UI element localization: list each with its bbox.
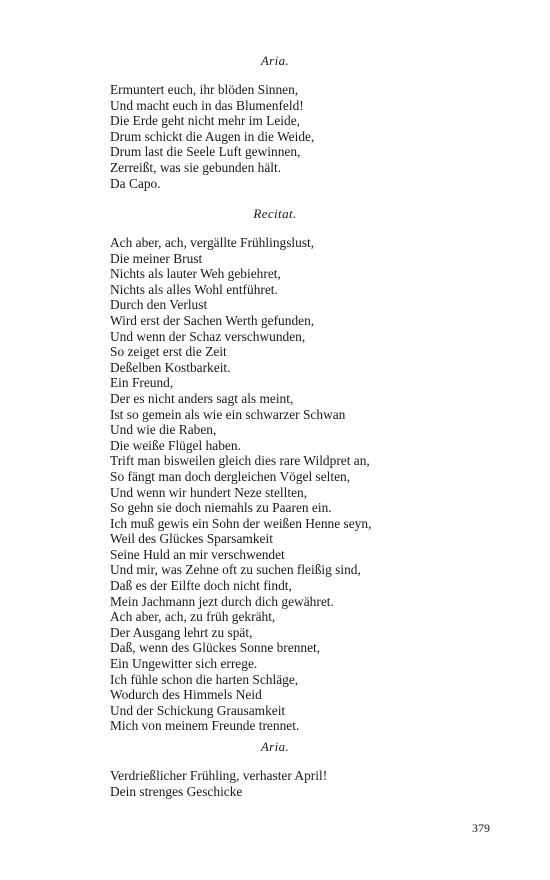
verse-line: Und macht euch in das Blumenfeld! bbox=[110, 97, 304, 113]
verse-line: Und wie die Raben, bbox=[110, 422, 217, 438]
verse-line: Und wenn der Schaz verschwunden, bbox=[110, 328, 306, 344]
verse-line: Ach aber, ach, vergällte Frühlingslust, bbox=[110, 235, 315, 250]
section-heading-aria: Aria. bbox=[260, 739, 290, 754]
page-number: 379 bbox=[472, 821, 490, 835]
verse-line: Ein Ungewitter sich errege. bbox=[110, 656, 258, 672]
verse-line: Mein Jachmann jezt durch dich gewähret. bbox=[110, 593, 334, 609]
verse-line: Trift man bisweilen gleich dies rare Wildpret an, bbox=[110, 453, 370, 469]
verse-line: Da Capo. bbox=[110, 175, 161, 191]
verse-line: Daß es der Eilfte doch nicht findt, bbox=[110, 578, 292, 594]
verse-line: Wird erst der Sachen Werth gefunden, bbox=[110, 312, 315, 328]
verse-line: So gehn sie doch niemahls zu Paaren ein. bbox=[110, 500, 332, 516]
verse-line: Drum schickt die Augen in die Weide, bbox=[110, 128, 315, 144]
section-heading-recitat: Recitat. bbox=[253, 206, 297, 221]
verse-line: Deßelben Kostbarkeit. bbox=[110, 359, 231, 375]
verse-line: Ich fühle schon die harten Schläge, bbox=[110, 671, 299, 687]
verse-line: Dein strenges Geschicke bbox=[110, 783, 243, 799]
verse-line: Zerreißt, was sie gebunden hält. bbox=[110, 159, 282, 175]
verse-line: So fängt man doch dergleichen Vögel selten, bbox=[110, 468, 351, 484]
verse-line: Seine Huld an mir verschwendet bbox=[110, 546, 285, 562]
verse-line: Ach aber, ach, zu früh gekräht, bbox=[110, 609, 276, 625]
verse-line: Ich muß gewis ein Sohn der weißen Henne seyn, bbox=[110, 515, 372, 531]
section-heading-aria: Aria. bbox=[260, 53, 290, 68]
verse-line: So zeiget erst die Zeit bbox=[110, 344, 227, 360]
verse-line: Die weiße Flügel haben. bbox=[110, 437, 241, 453]
verse-line: Durch den Verlust bbox=[110, 297, 208, 313]
verse-line: Mich von meinem Freunde trennet. bbox=[110, 718, 300, 734]
verse-line: Ist so gemein als wie ein schwarzer Schwan bbox=[110, 406, 346, 422]
verse-line: Der es nicht anders sagt als meint, bbox=[110, 390, 294, 406]
verse-line: Die Erde geht nicht mehr im Leide, bbox=[110, 113, 301, 129]
verse-line: Verdrießlicher Frühling, verhaster April! bbox=[110, 768, 328, 783]
verse-line: Nichts als lauter Weh gebiehret, bbox=[110, 266, 281, 282]
stanza-aria-2 bbox=[110, 768, 440, 799]
verse-line: Der Ausgang lehrt zu spät, bbox=[110, 624, 253, 640]
stanza-recitat bbox=[110, 235, 440, 734]
verse-line: Nichts als alles Wohl entführet. bbox=[110, 281, 278, 297]
stanza-aria-1 bbox=[110, 82, 440, 191]
verse-line: Und wenn wir hundert Neze stellten, bbox=[110, 484, 308, 500]
verse-line: Und mir, was Zehne oft zu suchen fleißig sind, bbox=[110, 562, 361, 578]
verse-line: Und der Schickung Grausamkeit bbox=[110, 702, 286, 718]
verse-line: Ein Freund, bbox=[110, 375, 174, 391]
verse-line: Wodurch des Himmels Neid bbox=[110, 687, 262, 703]
verse-line: Weil des Glückes Sparsamkeit bbox=[110, 531, 273, 547]
verse-line: Ermuntert euch, ihr blöden Sinnen, bbox=[110, 82, 299, 97]
verse-line: Daß, wenn des Glückes Sonne brennet, bbox=[110, 640, 321, 656]
verse-line: Die meiner Brust bbox=[110, 250, 203, 266]
verse-line: Drum last die Seele Luft gewinnen, bbox=[110, 144, 301, 160]
